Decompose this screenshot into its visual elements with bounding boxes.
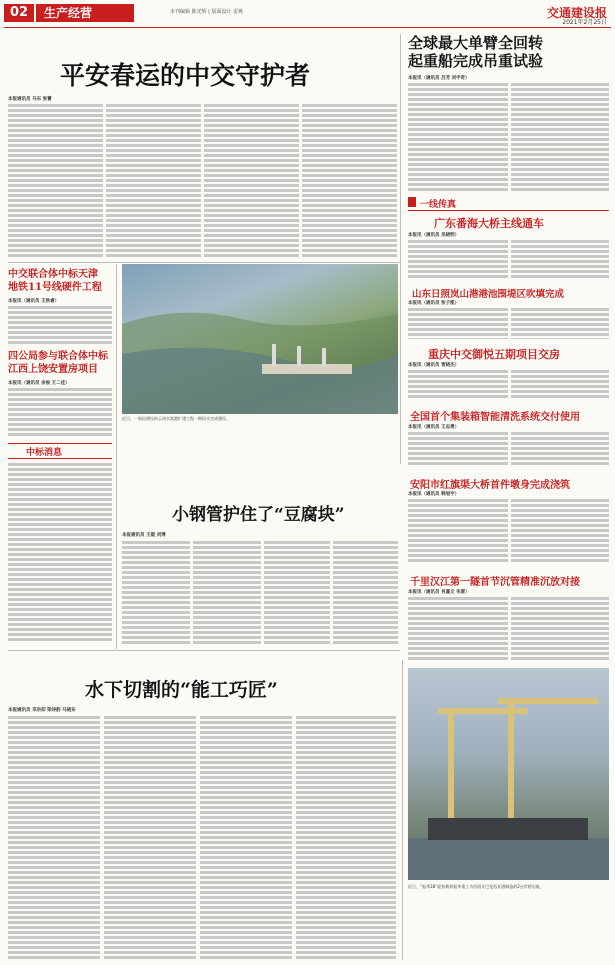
brief-text: [511, 307, 609, 339]
steel-pipe-text-col4: [333, 540, 398, 645]
brief-text: [408, 498, 508, 564]
brief-text: [408, 431, 508, 467]
water-art-byline: 本报通讯员 邓宗仰 梁诗韵 马晓东: [8, 708, 76, 713]
brief-left-byline: 本报讯（通讯员 余俊 王二佳）: [8, 381, 70, 386]
brief-text: [511, 431, 609, 467]
brief-byline: 本报讯（通讯员 王志勇）: [408, 425, 460, 430]
brief-left-title-line2: 江西上饶安置房项目: [8, 364, 98, 375]
lead-text-col2: [106, 103, 201, 258]
brief-title: 重庆中交御悦五期项目交房: [428, 348, 560, 361]
column-divider: [116, 264, 117, 649]
crane-byline: 本报讯（通讯员 吕芳 刘宇奇）: [408, 76, 470, 81]
photo-port-caption: 近日，一航局建设的云南水富港扩建工程一期码头完成建设。: [122, 416, 230, 421]
brief-byline: 本报讯（通讯员 张子凯）: [408, 301, 460, 306]
column-divider: [402, 660, 403, 960]
section-title: 生产经营: [36, 4, 134, 22]
steel-pipe-text-col1: [122, 540, 190, 645]
brief-title: 广东番海大桥主线通车: [434, 217, 544, 230]
brief-left-byline: 本报讯（通讯员 王秋睿）: [8, 299, 60, 304]
steel-pipe-title: 小钢管护住了“豆腐块”: [172, 505, 345, 525]
photo-port-scene: [122, 264, 398, 414]
page-number: 02: [4, 4, 34, 22]
brief-byline: 本报讯（通讯员 肖嘉文 朱雷）: [408, 590, 470, 595]
page-header: [0, 0, 615, 26]
steel-pipe-text-col2: [193, 540, 261, 645]
frontline-label: 一线传真: [420, 200, 457, 210]
news-label-box: [8, 443, 112, 459]
brief-text: [408, 239, 508, 279]
brief-left-text: [8, 305, 112, 345]
frontline-marker: [408, 197, 416, 207]
frontline-rule: [408, 210, 609, 211]
brief-text: [408, 307, 508, 339]
brief-left-title-line1: 中交联合体中标天津: [8, 269, 98, 280]
lead-title: 平安春运的中交守护者: [60, 61, 311, 90]
water-art-text-col2: [104, 715, 196, 960]
editors-line: 本刊编辑 陈光辉 | 版面设计 雷燕: [170, 9, 244, 15]
brief-text: [408, 596, 508, 660]
news-text: [8, 462, 112, 642]
news-label: 中标消息: [26, 448, 63, 458]
photo-port: [122, 264, 398, 414]
brief-text: [511, 596, 609, 660]
brief-title: 山东日照岚山港港池围堤区吹填完成: [412, 289, 565, 300]
brief-text: [511, 239, 609, 279]
lead-text-col4: [302, 103, 397, 258]
section-divider: [8, 262, 400, 263]
brief-text: [511, 498, 609, 564]
brief-byline: 本报讯（通讯员 贾晓杰）: [408, 363, 460, 368]
crane-text-col1: [408, 82, 508, 192]
brief-left-title-line2: 地铁11号线硬件工程: [8, 282, 102, 293]
brief-title: 千里汉江第一隧首节沉管精准沉放对接: [410, 577, 580, 588]
header-rule: [4, 27, 611, 28]
lead-byline: 本报通讯员 马东 张蕾: [8, 97, 52, 102]
steel-pipe-byline: 本报通讯员 王毅 刘博: [122, 533, 166, 538]
brief-left-text: [8, 387, 112, 437]
crane-title-line2: 起重船完成吊重试验: [408, 52, 544, 70]
steel-pipe-text-col3: [264, 540, 330, 645]
brief-byline: 本报讯（通讯员 吴晓明）: [408, 233, 460, 238]
water-art-text-col1: [8, 715, 100, 960]
crane-text-col2: [511, 82, 609, 192]
brief-title: 全国首个集装箱智能清洗系统交付使用: [410, 412, 580, 423]
lead-text-col3: [204, 103, 299, 258]
water-art-text-col3: [200, 715, 292, 960]
brief-text: [408, 369, 508, 399]
brief-left-title-line1: 四公局参与联合体中标: [8, 351, 108, 362]
crane-title-line1: 全球最大单臂全回转: [408, 34, 544, 52]
photo-ship-caption: 近日，“振华28”轮装载着振华重工为西班牙巴伦西亚港制造的2台岸桥启航。: [408, 884, 544, 889]
section-divider: [8, 650, 400, 651]
masthead: 交通建设报: [546, 6, 607, 20]
water-art-title: 水下切割的“能工巧匠”: [85, 679, 278, 701]
brief-title: 安阳市红旗渠大桥首件墩身完成浇筑: [410, 480, 570, 491]
water-art-text-col4: [296, 715, 396, 960]
photo-ship-scene: [408, 668, 609, 880]
column-divider: [400, 34, 401, 464]
photo-ship: [408, 668, 609, 880]
issue-date: 2021年2月25日: [562, 19, 607, 26]
brief-text: [511, 369, 609, 399]
brief-byline: 本报讯（通讯员 韩旭宇）: [408, 492, 460, 497]
lead-text-col1: [8, 103, 103, 258]
